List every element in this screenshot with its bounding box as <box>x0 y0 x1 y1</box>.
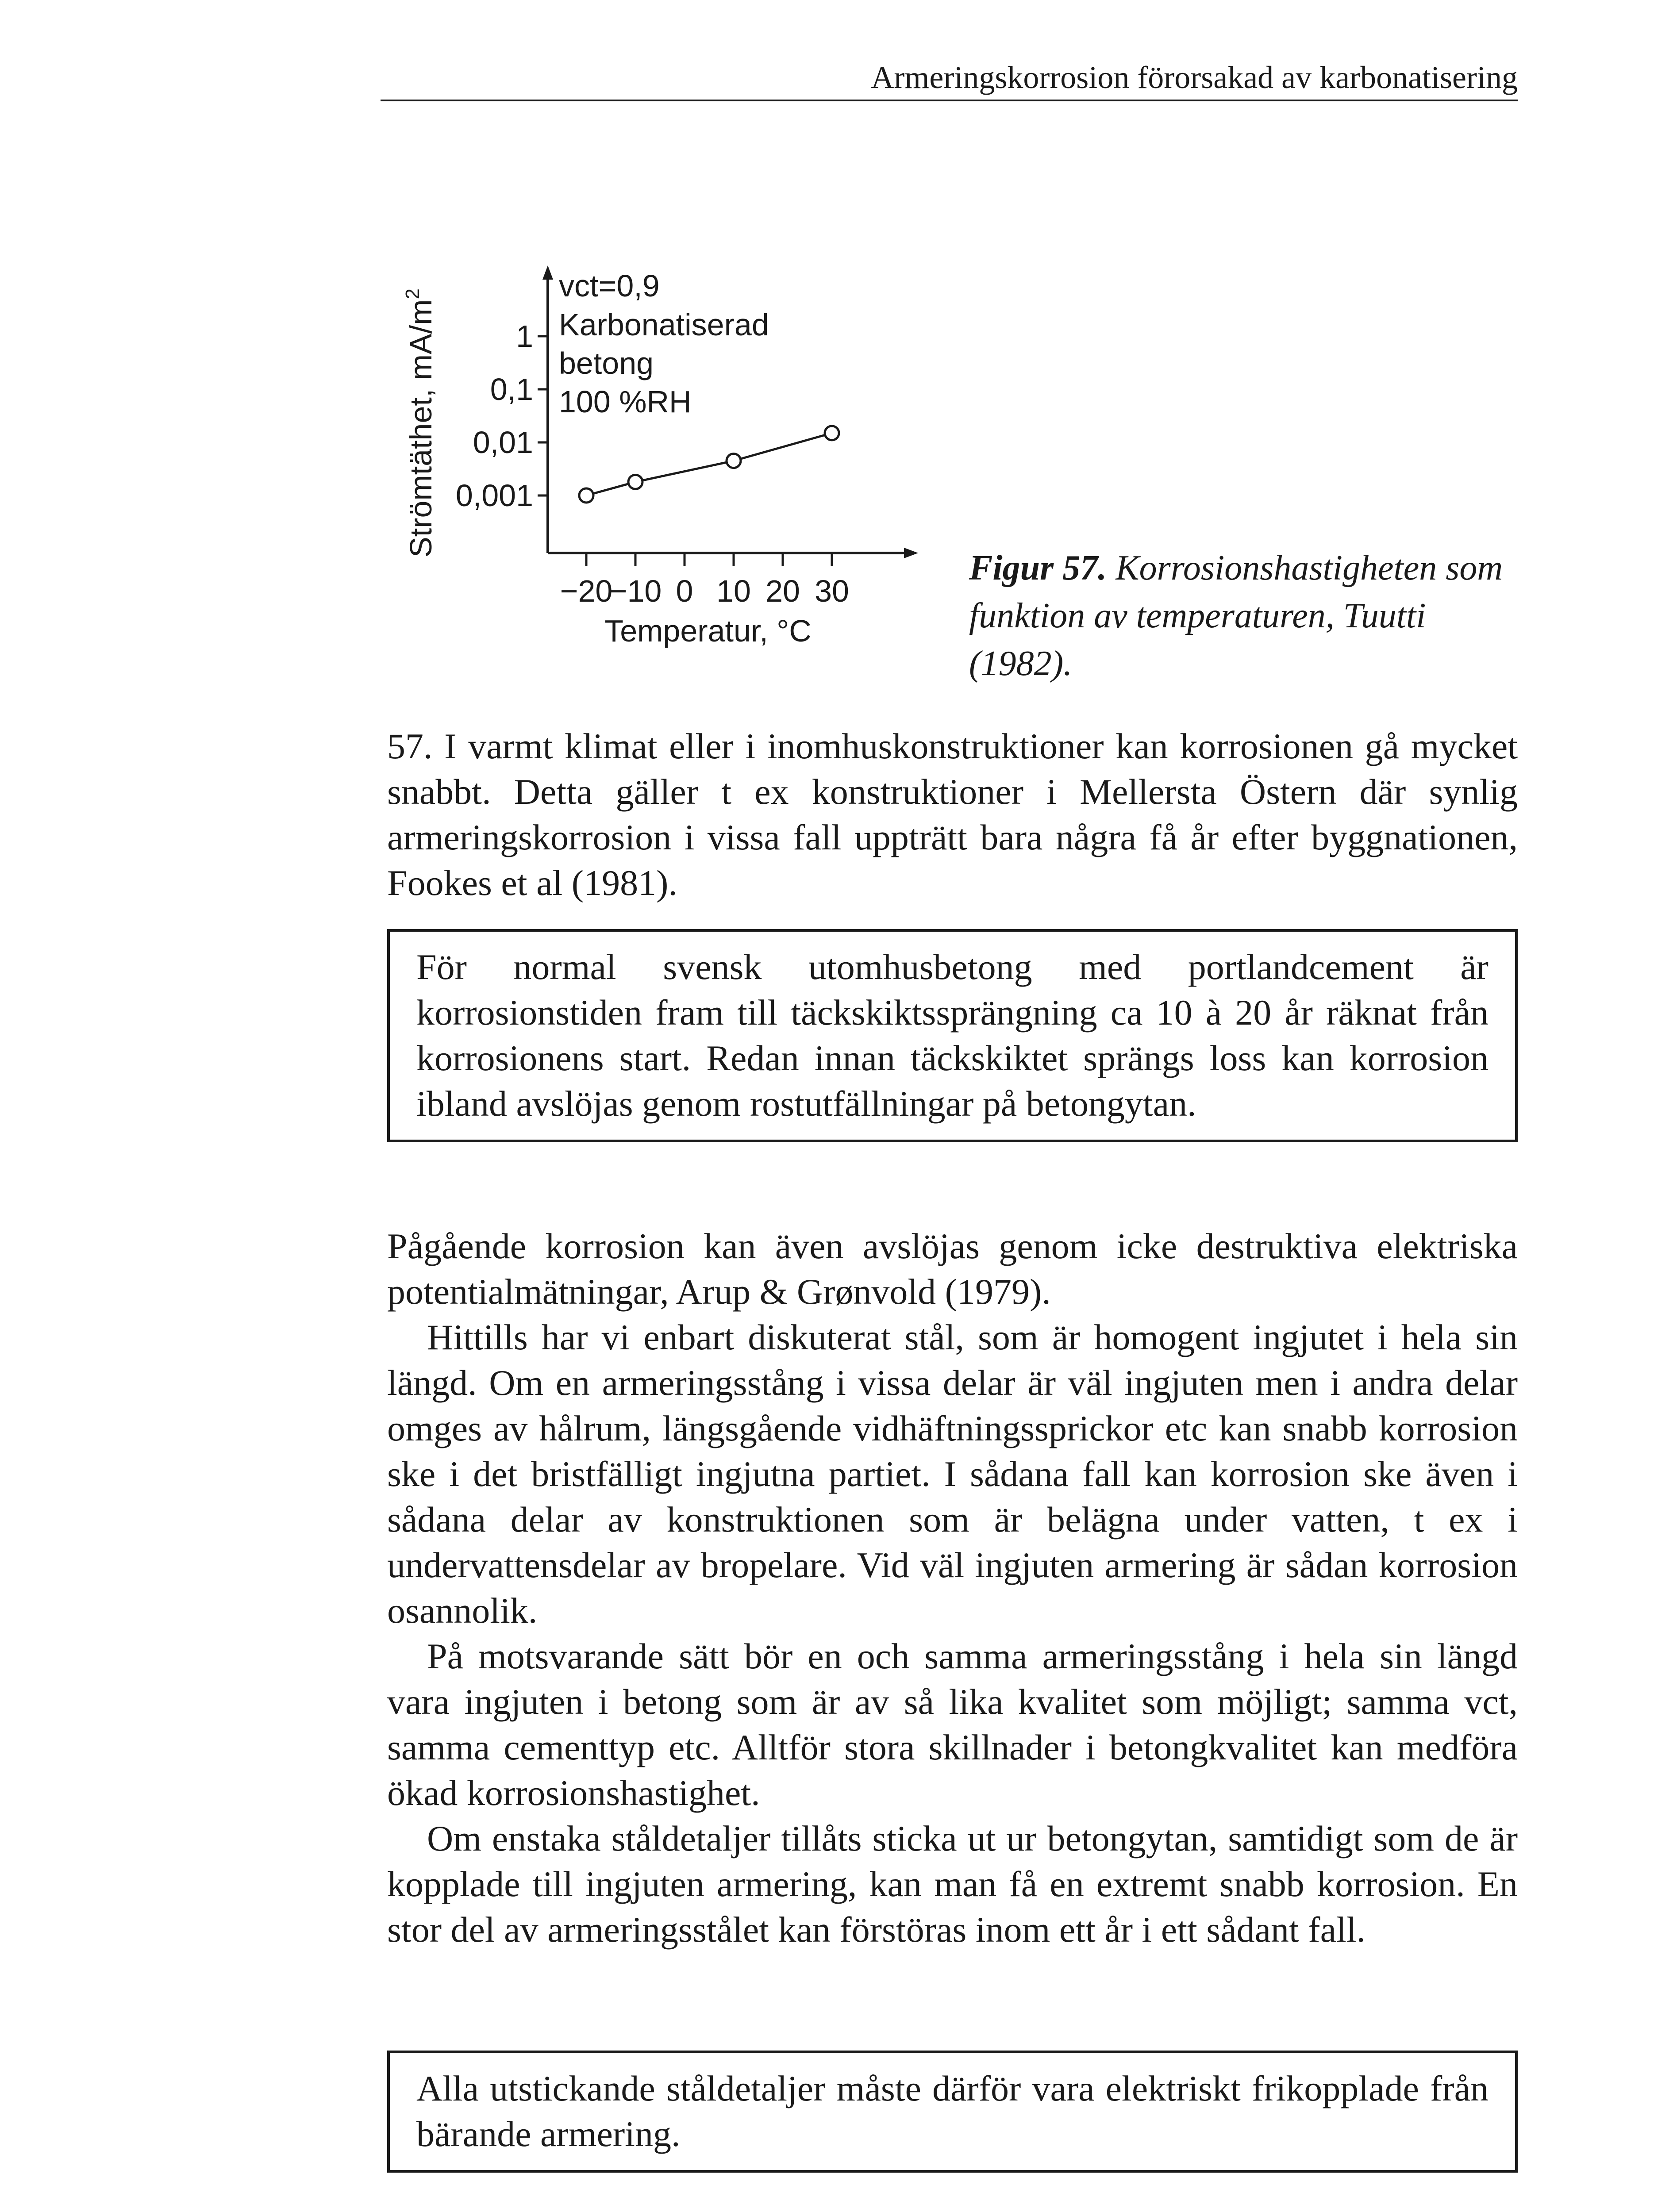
y-axis-label-superscript: 2 <box>402 288 423 300</box>
figure-caption <box>969 544 1527 687</box>
highlight-box-1 <box>387 929 1518 1142</box>
x-tick-label-10: 10 <box>716 574 751 608</box>
paragraph: Hittills har vi enbart diskuterat stål, som är homogent ingjutet i hela sin längd. Om en armeringsstång i vissa delar är väl ingjuten men i andra delar omges av hålrum, längsgående vidhäftningssprickor etc kan snabb korrosion ske i det bristfälligt ingjutna partiet. I sådana fall kan korrosion ske även i sådana delar av konstruktionen som är belägna under vatten, t ex i undervattensdelar av bropelare. Vid väl ingjuten armering är sådan korrosion osannolik. <box>387 1317 1518 1631</box>
series-line <box>586 433 832 495</box>
legend-line-1: vct=0,9 <box>559 269 660 303</box>
paragraph: 57. I varmt klimat eller i inomhuskonstruktioner kan korrosionen gå mycket snabbt. Detta gäller t ex konstruktioner i Mellersta Östern där synlig armeringskorrosion i vissa fall uppträtt bara några få år efter byggnationen, Fookes et al (1981). <box>387 726 1518 903</box>
paragraph: På motsvarande sätt bör en och samma armeringsstång i hela sin längd vara ingjuten i betong som är av så lika kvalitet som möjligt; samma vct, samma cementtyp etc. Alltför stora skillnader i betongkvalitet kan medföra ökad korrosionshastighet. <box>387 1636 1518 1813</box>
y-axis-label: Strömtäthet, $mA/m^2$ <box>402 288 438 557</box>
figure-caption-label: Figur 57. <box>969 549 1107 588</box>
x-tick-label-20: 20 <box>765 574 800 608</box>
legend-line-2: Karbonatiserad <box>559 307 769 342</box>
y-ticks <box>456 319 548 513</box>
x-axis-label: Temperatur, °C <box>604 614 812 648</box>
current-density-chart <box>389 239 947 699</box>
figure-57 <box>389 239 947 699</box>
data-point-2 <box>727 454 741 468</box>
x-tick-label--10: −10 <box>609 574 662 608</box>
data-point-0 <box>579 488 593 503</box>
x-tick-label-0: 0 <box>676 574 693 608</box>
data-point-1 <box>628 475 642 489</box>
data-point-3 <box>825 426 839 440</box>
x-axis-arrow <box>904 548 918 558</box>
y-tick-label-0.01: 0,01 <box>473 425 533 460</box>
y-axis-arrow <box>542 265 553 280</box>
running-header: Armeringskorrosion förorsakad av karbonatisering <box>871 60 1518 95</box>
y-tick-label-0.1: 0,1 <box>490 372 533 407</box>
figure-caption-text: Korrosionshastigheten som funktion av temperaturen, Tuutti (1982). <box>969 549 1503 683</box>
text-block-1 <box>387 723 1518 906</box>
legend-line-4: 100 %RH <box>559 384 692 419</box>
text-block-2 <box>387 1223 1518 1952</box>
legend-line-3: betong <box>559 346 654 380</box>
y-tick-label-0.001: 0,001 <box>455 478 533 513</box>
header-rule <box>381 100 1518 101</box>
x-tick-label--20: −20 <box>560 574 613 608</box>
highlight-box-2 <box>387 2051 1518 2173</box>
x-tick-label-30: 30 <box>815 574 849 608</box>
highlight-box-text: Alla utstickande ståldetaljer måste därför vara elektriskt frikopplade från bärande armering. <box>416 2068 1489 2154</box>
highlight-box-text: För normal svensk utomhusbetong med portlandcement är korrosionstiden fram till täckskiktssprängning ca 10 à 20 år räknat från korrosionens start. Redan innan täckskiktet sprängs loss kan korrosion ibland avslöjas genom rostutfällningar på betongytan. <box>416 947 1489 1124</box>
paragraph: Om enstaka ståldetaljer tillåts sticka ut ur betongytan, samtidigt som de är kopplade till ingjuten armering, kan man få en extremt snabb korrosion. En stor del av armeringsstålet kan förstöras inom ett år i ett sådant fall. <box>387 1818 1518 1950</box>
paragraph: Pågående korrosion kan även avslöjas genom icke destruktiva elektriska potentialmätningar, Arup & Grønvold (1979). <box>387 1226 1518 1312</box>
y-tick-label-1: 1 <box>516 319 533 353</box>
x-ticks <box>560 553 849 608</box>
